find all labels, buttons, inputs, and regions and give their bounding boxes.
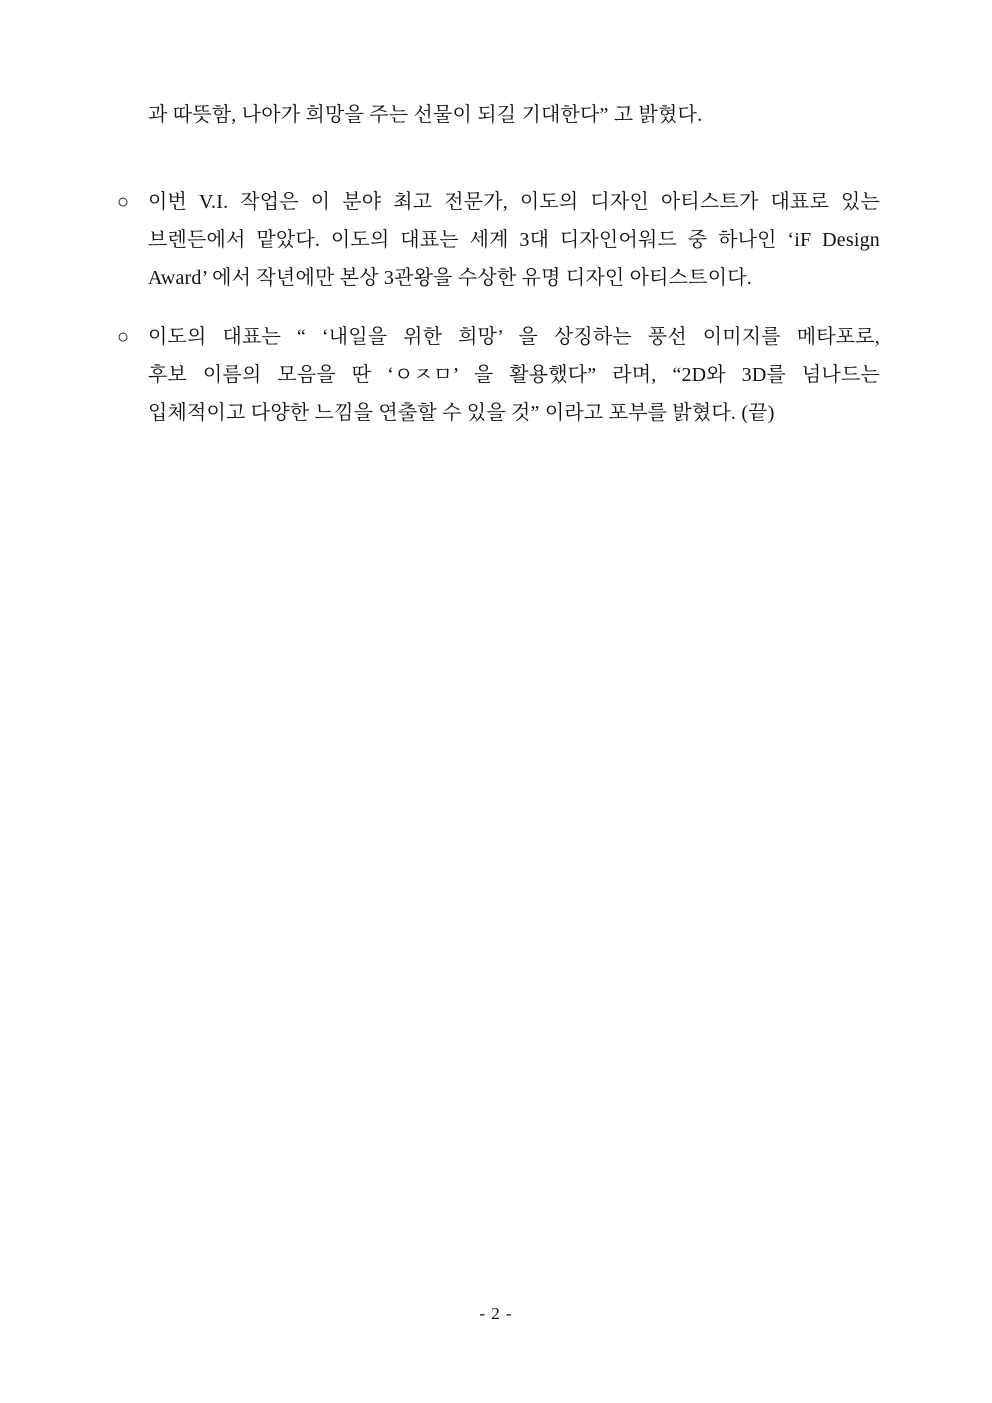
text-line: 후보 이름의 모음을 딴 ‘ㅇㅈㅁ’ 을 활용했다” 라며, “2D와 3D를 넘나드는 <box>148 364 880 386</box>
bullet-paragraph <box>117 318 880 432</box>
text-line: 입체적이고 다양한 느낌을 연출할 수 있을 것” 이라고 포부를 밝혔다. (끝) <box>148 402 775 424</box>
page-number: - 2 - <box>479 1304 513 1323</box>
text-line: Award’ 에서 작년에만 본상 3관왕을 수상한 유명 디자인 아티스트이다. <box>148 267 752 289</box>
text-line: 브렌든에서 맡았다. 이도의 대표는 세계 3대 디자인어워드 중 하나인 ‘iF Design <box>148 229 880 251</box>
text-line: 과 따뜻함, 나아가 희망을 주는 선물이 되길 기대한다” 고 밝혔다. <box>148 104 703 126</box>
text-line: 이도의 대표는 “ ‘내일을 위한 희망’ 을 상징하는 풍선 이미지를 메타포로, <box>148 326 880 348</box>
bullet-paragraph <box>117 183 880 297</box>
document-body <box>117 96 880 432</box>
circle-bullet-icon: ○ <box>117 326 130 348</box>
intro-paragraph <box>148 96 880 134</box>
text-line: 이번 V.I. 작업은 이 분야 최고 전문가, 이도의 디자인 아티스트가 대표로 있는 <box>148 191 880 213</box>
circle-bullet-icon: ○ <box>117 191 130 213</box>
